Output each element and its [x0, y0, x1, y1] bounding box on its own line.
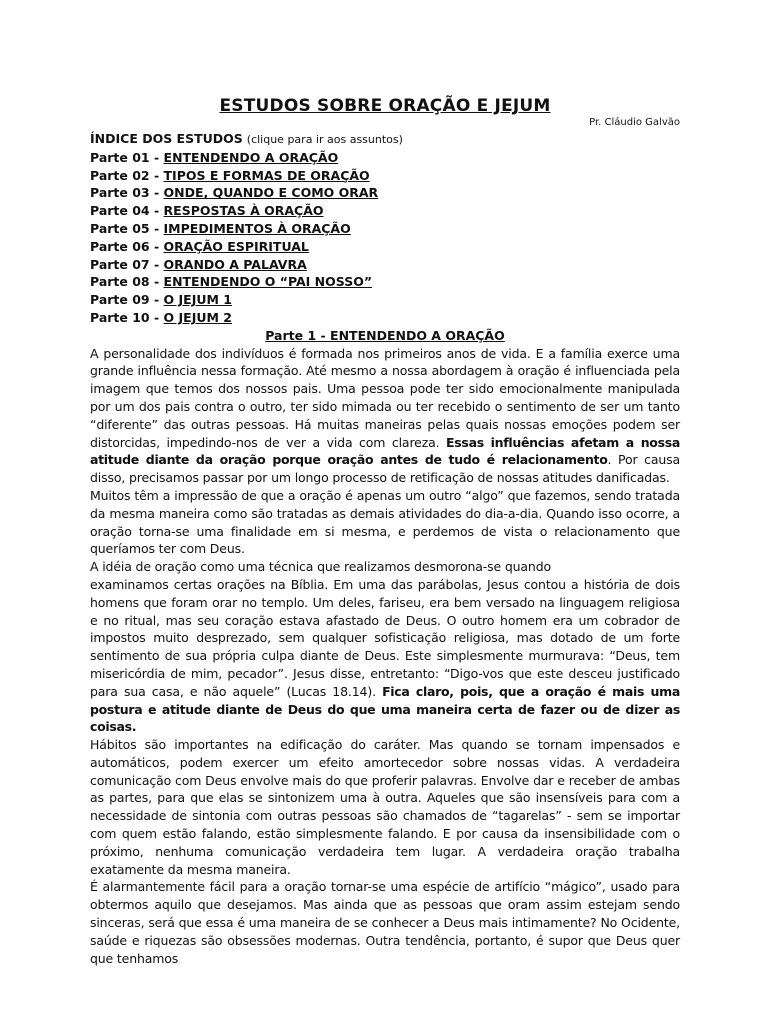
index-heading [90, 130, 680, 149]
paragraph-emphasis: Essas influências afetam a nossa atitude diante da oração porque oração antes de tudo é relacionamento [90, 434, 680, 468]
toc-link-jejum-2[interactable]: O JEJUM 2 [163, 309, 232, 325]
toc-item [90, 202, 680, 220]
paragraph [90, 558, 680, 736]
toc-link-respostas[interactable]: RESPOSTAS À ORAÇÃO [163, 203, 324, 219]
index-label: ÍNDICE DOS ESTUDOS [90, 131, 243, 146]
paragraph: Hábitos são importantes na edificação do caráter. Mas quando se tornam impensados e automáticos, podem exercer um efeito amortecedor sobre nossas vidas. A verdadeira comunicação com Deus envolve mais do que proferir palavras. Envolve dar e receber de ambas as partes, para que elas se sintonizem uma à outra. Aqueles que são insensíveis para com a necessidade de sintonia com outras pessoas são chamados de “tagarelas” - sem se importar com quem estão falando, estão simplesmente falando. E por causa da insensibilidade com o próximo, nenhuma comunicação verdadeira tem lugar. A verdadeira oração trabalha exatamente da mesma maneira. [90, 737, 680, 877]
toc-part-number: Parte 08 - [90, 274, 164, 290]
toc-link-jejum-1[interactable]: O JEJUM 1 [163, 292, 232, 308]
toc-part-number: Parte 03 - [90, 185, 164, 201]
index-hint: (clique para ir aos assuntos) [246, 133, 403, 146]
toc-link-entendendo-a-oracao[interactable]: ENTENDENDO A ORAÇÃO [163, 149, 339, 165]
paragraph: Muitos têm a impressão de que a oração é apenas um outro “algo” que fazemos, sendo tratada da mesma maneira como são tratadas as demais atividades do dia-a-dia. Quando isso ocorre, a oração torna-se uma finalidade em si mesma, e perdemos de vista o relacionamento que queríamos ter com Deus. [90, 487, 680, 557]
paragraph-text: A idéia de oração como uma técnica que realizamos desmorona-se quando [90, 559, 551, 575]
author-name: Pr. Cláudio Galvão [589, 117, 680, 128]
document-page [90, 94, 680, 967]
toc-part-number: Parte 06 - [90, 238, 164, 254]
toc-link-orando-a-palavra[interactable]: ORANDO A PALAVRA [163, 256, 307, 272]
toc-part-number: Parte 05 - [90, 220, 164, 236]
document-title: ESTUDOS SOBRE ORAÇÃO E JEJUM [219, 96, 551, 116]
toc-part-number: Parte 04 - [90, 203, 164, 219]
toc-link-pai-nosso[interactable]: ENTENDENDO O “PAI NOSSO” [163, 274, 373, 290]
toc-item [90, 291, 680, 309]
toc-link-oracao-espiritual[interactable]: ORAÇÃO ESPIRITUAL [163, 238, 309, 254]
toc-part-number: Parte 10 - [90, 309, 164, 325]
toc-item [90, 256, 680, 274]
toc-item [90, 220, 680, 238]
toc-item [90, 273, 680, 291]
toc-item [90, 167, 680, 185]
paragraph [90, 345, 680, 487]
toc-item [90, 309, 680, 327]
toc-part-number: Parte 01 - [90, 149, 164, 165]
toc-part-number: Parte 07 - [90, 256, 164, 272]
toc-item [90, 238, 680, 256]
paragraph-text: . Por causa disso, precisamos passar por um longo processo de retificação de nossas atitudes danificadas. [90, 452, 681, 486]
toc-item [90, 184, 680, 202]
paragraph-text: examinamos certas orações na Bíblia. Em uma das parábolas, Jesus contou a história de dois homens que foram orar no templo. Um deles, fariseu, era bem versado na linguagem religiosa e no ritual, mas seu coração estava afastado de Deus. O outro homem era um cobrador de impostos muito desprezado, sem qualquer sofisticação religiosa, mas dotado de um forte sentimento de sua própria culpa diante de Deus. Este simplesmente murmurava: “Deus, tem misericórdia de mim, pecador”. Jesus disse, entretanto: “Digo-vos que este desceu justificado para sua casa, e não aquele” (Lucas 18.14). [90, 576, 680, 699]
paragraph: É alarmantemente fácil para a oração tornar-se uma espécie de artifício “mágico”, usado para obtermos aquilo que desejamos. Mas ainda que as pessoas que oram assim estejam sendo sinceras, será que essa é uma maneira de se conhecer a Deus mais intimamente? No Ocidente, saúde e riquezas são obsessões modernas. Outra tendência, portanto, é supor que Deus quer que tenhamos [90, 879, 680, 966]
toc-link-onde-quando-como[interactable]: ONDE, QUANDO E COMO ORAR [163, 185, 379, 201]
toc-item [90, 149, 680, 167]
paragraph-text: A personalidade dos indivíduos é formada nos primeiros anos de vida. E a família exerce uma grande influência nessa formação. Até mesmo a nossa abordagem à oração é influenciada pela imagem que temos dos nossos pais. Uma pessoa pode ter sido emocionalmente manipulada por um dos pais contra o outro, ter sido mimada ou ter recebido o sentimento de ser um tanto “diferente” das outras pessoas. Há muitas maneiras pelas quais nossas emoções podem ser distorcidas, impedindo-nos de ver a vida com clareza. [90, 345, 680, 450]
toc-link-impedimentos[interactable]: IMPEDIMENTOS À ORAÇÃO [163, 220, 351, 236]
toc-part-number: Parte 02 - [90, 167, 164, 183]
section-heading: Parte 1 - ENTENDENDO A ORAÇÃO [265, 327, 505, 343]
toc-link-tipos-e-formas[interactable]: TIPOS E FORMAS DE ORAÇÃO [163, 167, 370, 183]
table-of-contents [90, 149, 680, 327]
toc-part-number: Parte 09 - [90, 292, 164, 308]
paragraph-emphasis: Fica claro, pois, que a oração é mais uma postura e atitude diante de Deus do que uma maneira certa de fazer ou de dizer as coisas. [90, 683, 680, 735]
